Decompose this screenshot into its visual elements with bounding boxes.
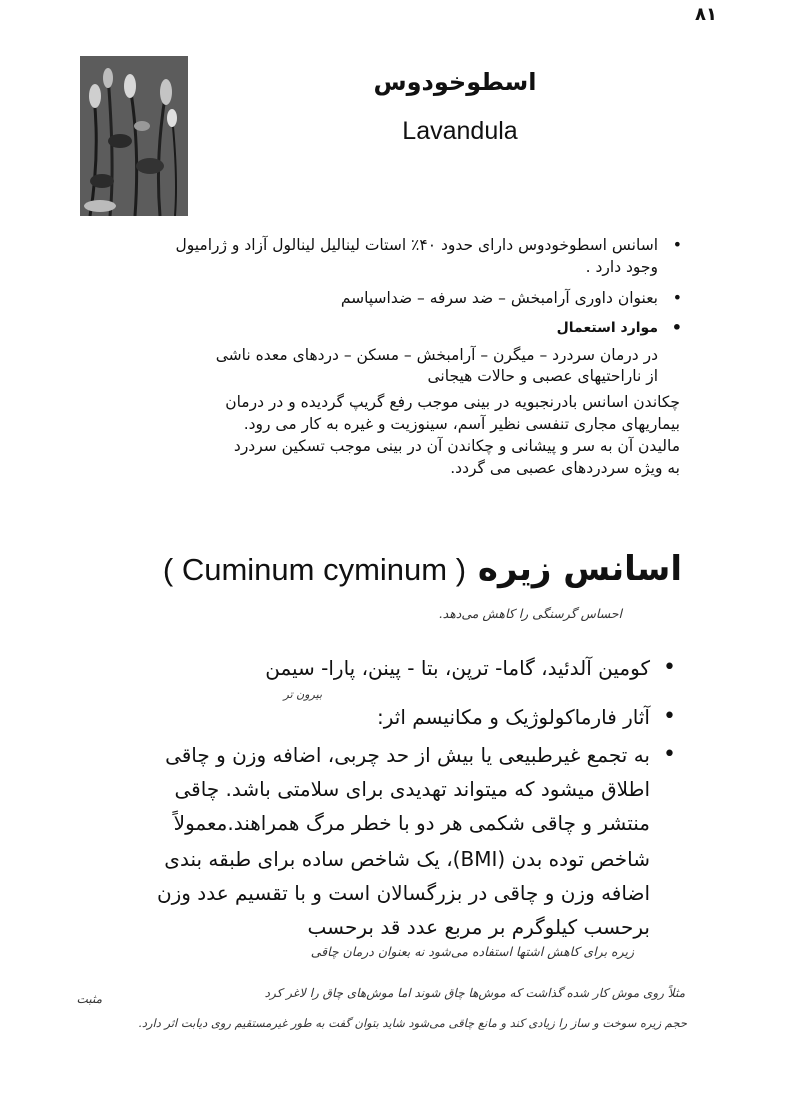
handwritten-note-mechanism: بیرون تر	[283, 688, 322, 701]
lavender-photo	[80, 56, 188, 216]
cumin-bullet-components: کومین آلدئید، گاما- ترپن، بتا - پینن، پارا- سیمن •	[150, 651, 650, 685]
lavender-bullet-properties: بعنوان داوری آرامبخش – ضد سرفه – ضداسپاسم •	[180, 287, 658, 309]
page-number: ۸۱	[695, 4, 717, 25]
lavender-usage-line-2: از ناراحتیهای عصبی و حالات هیجانی	[427, 367, 658, 385]
lavender-usage-line-1: در درمان سردرد – میگرن – آرامبخش – مسکن – دردهای معده ناشی	[215, 346, 658, 364]
cumin-obesity-line-5: اضافه وزن و چاقی در بزرگسالان است و با تقسیم عدد وزن	[156, 881, 650, 905]
lavender-bullet-usage-heading: موارد استعمال •	[300, 317, 658, 339]
handwritten-note-appetite: احساس گرسنگی را کاهش می‌دهد.	[438, 606, 622, 621]
handwritten-note-mouse-study: مثلاً روی موش کار شده گذاشت که موش‌ها چاق شوند اما موش‌های چاق را لاغر کرد	[264, 986, 685, 1000]
cumin-bullet-pharmacology: آثار فارماکولوژیک و مکانیسم اثر: •	[300, 700, 650, 734]
cumin-bullet-obesity-line-1: به تجمع غیرطبیعی یا بیش از حد چربی، اضافه وزن و چاقی •	[108, 738, 650, 772]
handwritten-note-appetite-use: زیره برای کاهش اشتها استفاده می‌شود نه بعنوان درمان چاقی	[310, 944, 634, 959]
lavender-paragraph-line-1: چکاندن اسانس بادرنجبویه در بینی موجب رفع گریپ گردیده و در درمان	[225, 393, 680, 411]
cumin-obesity-line-2: اطلاق میشود که میتواند تهدیدی برای سلامتی باشد. چاقی	[174, 777, 650, 801]
cumin-heading-latin: ( Cuminum cyminum )	[162, 552, 467, 587]
lavender-title-fa: اسطوخودوس	[373, 68, 537, 96]
cumin-obesity-line-4: شاخص توده بدن (BMI)، یک شاخص ساده برای طبقه بندی	[164, 847, 650, 871]
lavender-paragraph-line-2: بیماریهای مجاری تنفسی نظیر آسم، سینوزیت و غیره به کار می رود.	[243, 415, 680, 433]
cumin-obesity-line-3: منتشر و چاقی شکمی هر دو با خطر مرگ همراهند.معمولاً	[173, 811, 650, 835]
handwritten-note-metabolism: حجم زیره سوخت و ساز را زیادی کند و مانع چاقی می‌شود شاید بتوان گفت به طور غیرمستقیم روی دیابت اثر دارد.	[138, 1016, 687, 1030]
lavender-paragraph-line-4: به ویژه سردردهای عصبی می گردد.	[450, 459, 680, 477]
lavender-plant-image	[80, 56, 188, 216]
lavender-bullet-composition: اسانس اسطوخودوس دارای حدود ۴۰٪ استات لینالیل لینالول آزاد و ژرامیول وجود دارد . •	[150, 234, 658, 278]
cumin-heading-fa: اسانس زیره	[477, 549, 682, 589]
cumin-heading	[122, 549, 682, 589]
lavender-paragraph-line-3: مالیدن آن به سر و پیشانی و چکاندن آن در بینی موجب تسکین سردرد	[233, 437, 680, 455]
cumin-obesity-line-6: برحسب کیلوگرم بر مربع عدد قد برحسب	[307, 915, 650, 939]
lavender-title-latin: Lavandula	[402, 117, 518, 145]
handwritten-note-positive: مثبت	[76, 992, 102, 1006]
